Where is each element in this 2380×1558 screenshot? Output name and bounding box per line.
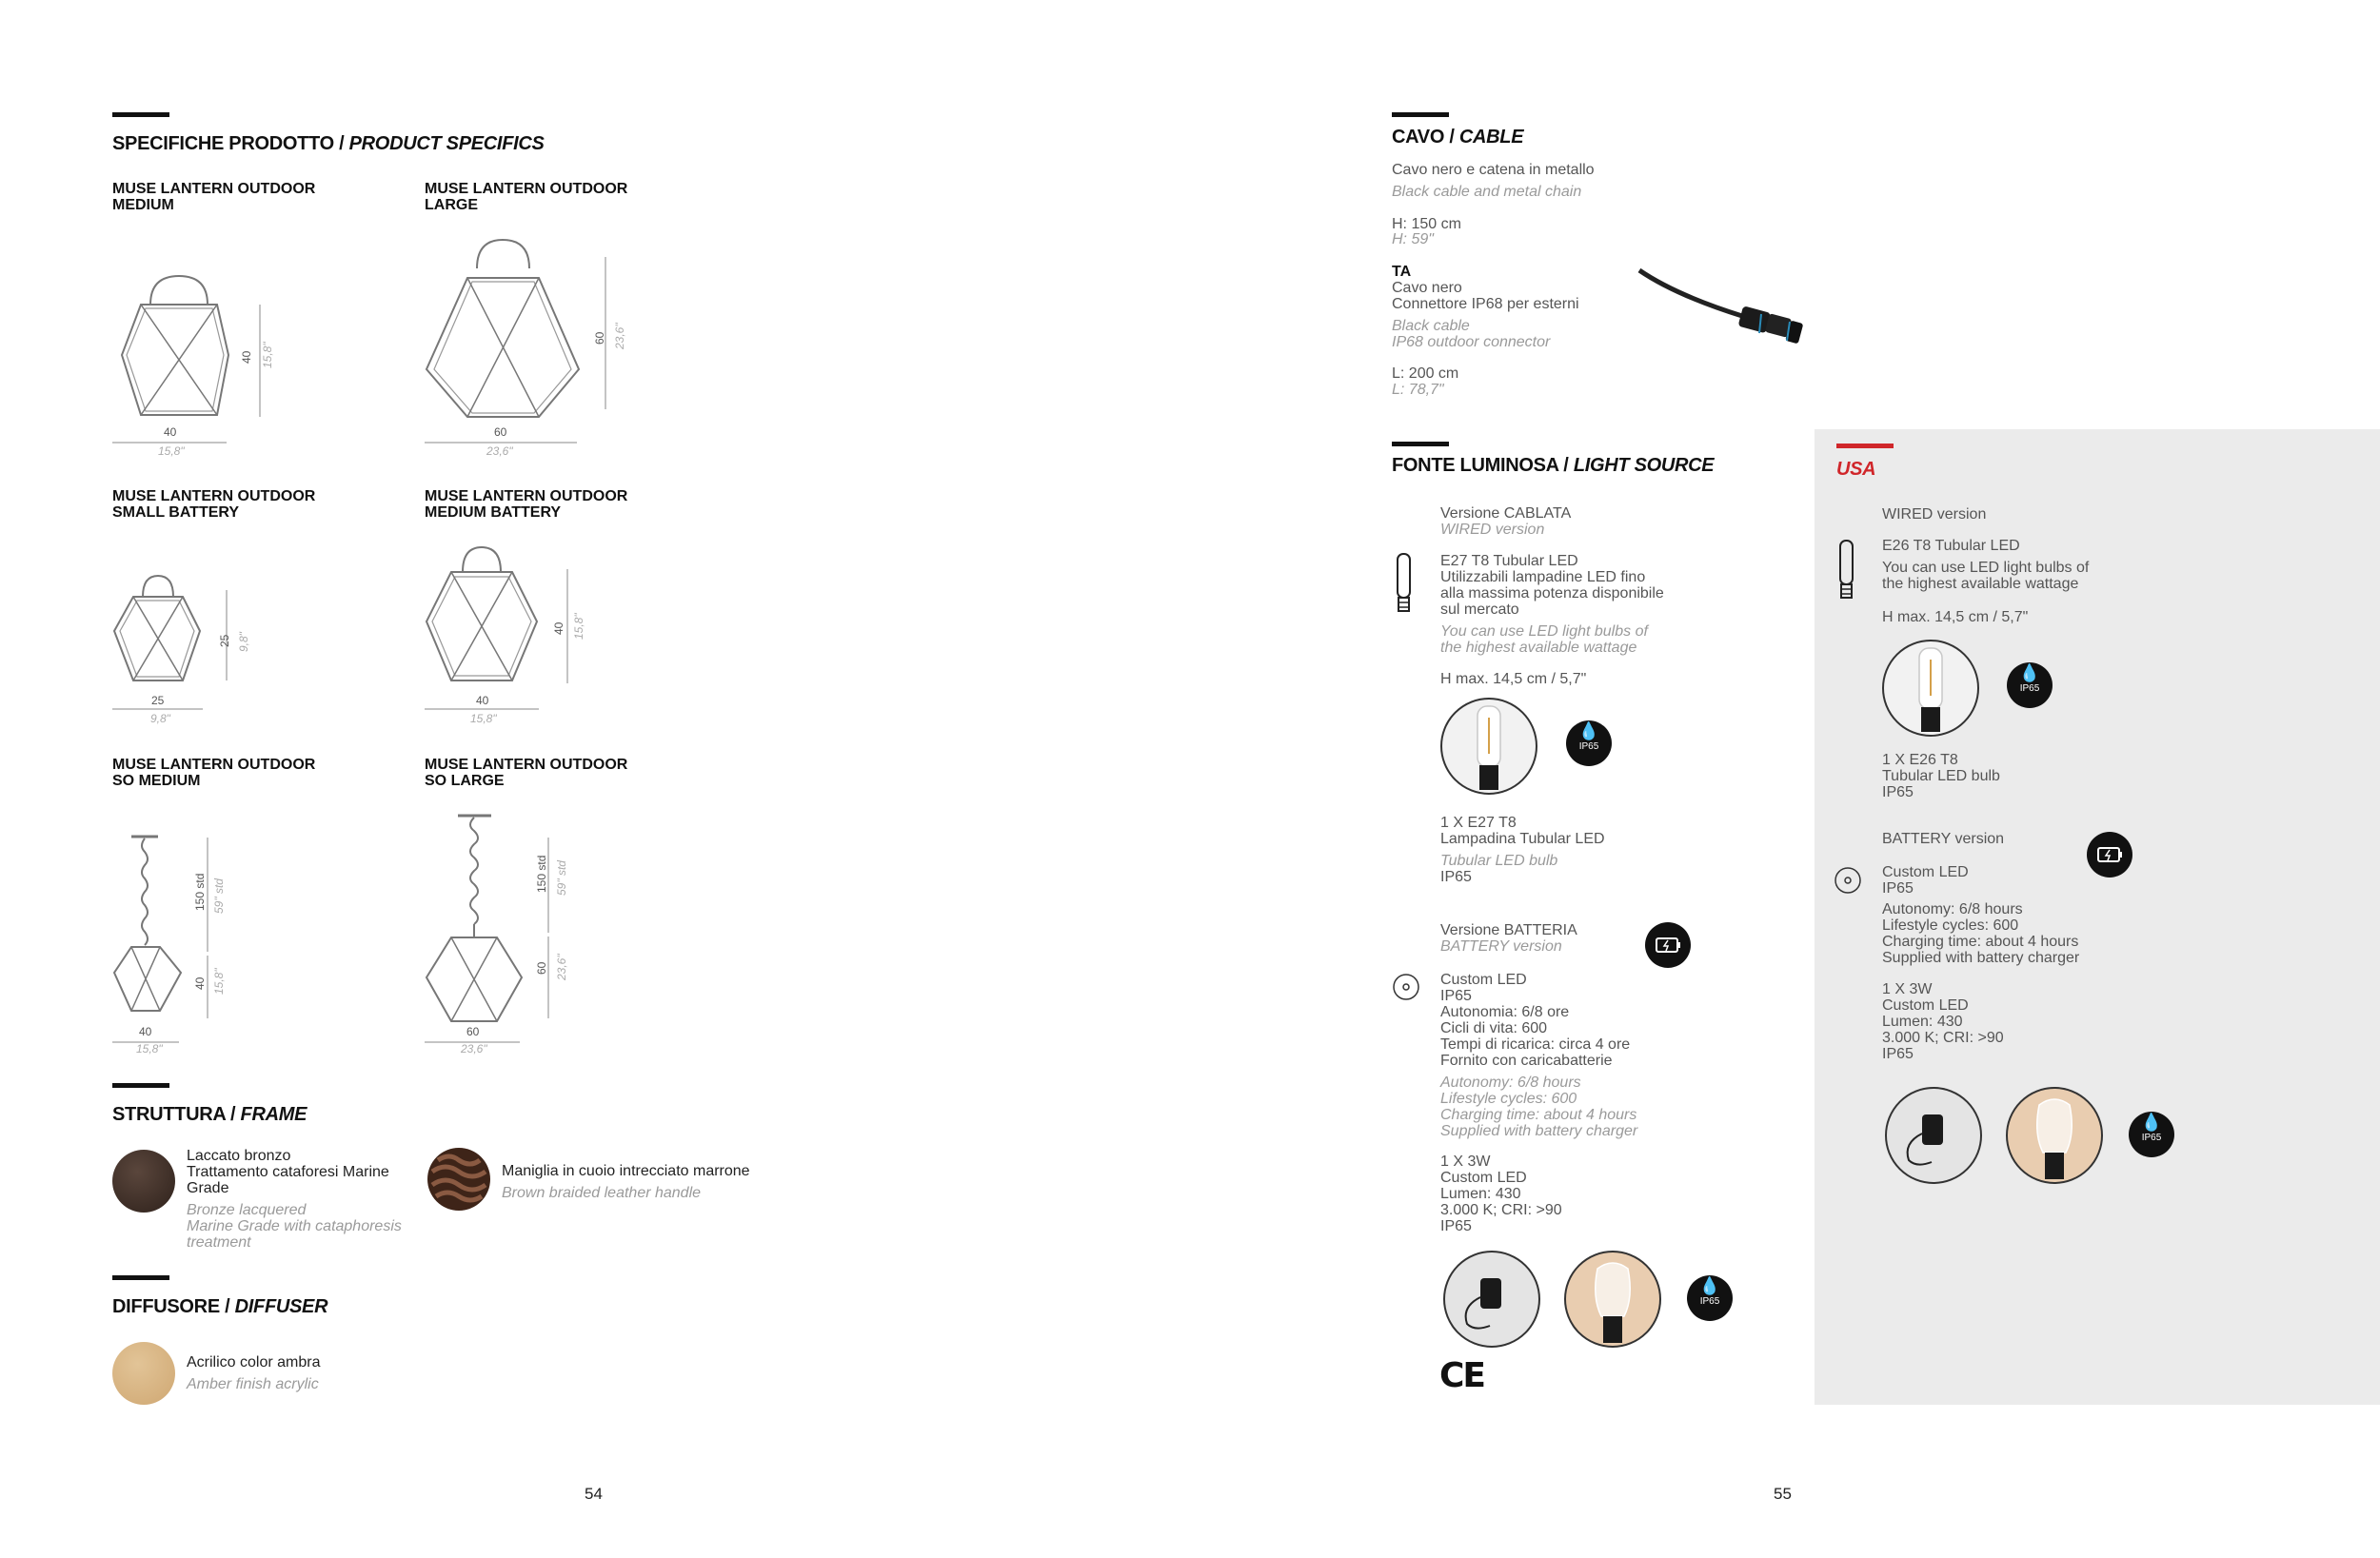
usa-battery: BATTERY version [1882, 831, 2005, 847]
cable-l: L: 200 cm [1392, 365, 1459, 382]
cable-h-in: H: 59" [1392, 231, 1434, 247]
battery-icon [2087, 832, 2132, 878]
dimension-lines-4 [425, 562, 586, 714]
c-3: Lumen: 430 [1440, 1186, 1521, 1202]
bronze-it-2: Trattamento cataforesi Marine [187, 1164, 389, 1180]
amber-swatch [112, 1342, 175, 1405]
ta-2: Connettore IP68 per esterni [1392, 296, 1579, 312]
be-1: Autonomy: 6/8 hours [1440, 1075, 1581, 1091]
bulb-1: 1 X E27 T8 [1440, 815, 1517, 831]
ip65-badge: 💧 IP65 [2129, 1112, 2174, 1157]
height-in: 15,8" [261, 342, 274, 368]
height-cm: 40 [240, 350, 253, 364]
c-5: IP65 [1440, 1218, 1472, 1234]
bronze-it-3: Grade [187, 1180, 229, 1196]
b-4: Cicli di vita: 600 [1440, 1020, 1548, 1036]
product-title-so-large: MUSE LANTERN OUTDOOR SO LARGE [425, 757, 628, 789]
usa-c-2: Custom LED [1882, 997, 1969, 1014]
width-in: 9,8" [150, 712, 170, 725]
leather-swatch [426, 1147, 491, 1212]
dimension-lines-2 [425, 257, 615, 447]
ip65-badge: 💧 IP65 [2007, 662, 2053, 708]
wired-it: Versione CABLATA [1440, 505, 1572, 522]
tubular-bulb-icon [1837, 539, 1856, 602]
cable-desc: Cavo nero e catena in metallo [1392, 162, 1595, 178]
usa-b-1: Custom LED [1882, 864, 1969, 880]
b-5: Tempi di ricarica: circa 4 ore [1440, 1036, 1631, 1053]
cable-l-in: L: 78,7" [1392, 382, 1444, 398]
product-title-so-medium: MUSE LANTERN OUTDOOR SO MEDIUM [112, 757, 316, 789]
charger-photo [1884, 1086, 1983, 1185]
height-in: 9,8" [237, 632, 250, 652]
usa-c-5: IP65 [1882, 1046, 1914, 1062]
dimension-lines-6 [425, 838, 577, 1047]
width-in: 15,8" [158, 444, 185, 458]
product-title-medium: MUSE LANTERN OUTDOOR MEDIUM [112, 181, 316, 213]
bronze-swatch [112, 1150, 175, 1213]
tubular-bulb-photo [1881, 639, 1980, 738]
usa-bulb-2: Tubular LED bulb [1882, 768, 2000, 784]
edison-bulb-photo [2005, 1086, 2104, 1185]
width-cm: 40 [164, 425, 177, 439]
width-in: 15,8" [470, 712, 497, 725]
e27-1: Utilizzabili lampadine LED fino [1440, 569, 1646, 585]
height-in: 23,6" [555, 954, 568, 980]
e27: E27 T8 Tubular LED [1440, 553, 1578, 569]
cable-in: 59" std [212, 878, 226, 914]
width-cm: 25 [151, 694, 165, 707]
frame-heading: STRUTTURA / FRAME [112, 1104, 307, 1125]
page-number-right: 55 [1774, 1485, 1792, 1503]
width-cm: 40 [476, 694, 489, 707]
usa-wired: WIRED version [1882, 506, 1987, 523]
bulb-2: Lampadina Tubular LED [1440, 831, 1605, 847]
usa-e26: E26 T8 Tubular LED [1882, 538, 2020, 554]
ta-en-2: IP68 outdoor connector [1392, 334, 1551, 350]
usa-b-5: Charging time: about 4 hours [1882, 934, 2079, 950]
product-title-large: MUSE LANTERN OUTDOOR LARGE [425, 181, 628, 213]
e27-2: alla massima potenza disponibile [1440, 585, 1664, 602]
usa-c-1: 1 X 3W [1882, 981, 1933, 997]
width-cm: 40 [139, 1025, 152, 1038]
usa-b-2: IP65 [1882, 880, 1914, 897]
width-in: 23,6" [486, 444, 513, 458]
light-heading: FONTE LUMINOSA / LIGHT SOURCE [1392, 455, 1715, 476]
height-cm: 40 [552, 621, 565, 635]
width-in: 23,6" [461, 1042, 487, 1055]
usa-c-4: 3.000 K; CRI: >90 [1882, 1030, 2004, 1046]
diffuser-heading: DIFFUSORE / DIFFUSER [112, 1296, 328, 1317]
dimension-lines-5 [112, 838, 217, 1047]
wired-en: WIRED version [1440, 522, 1545, 538]
b-2: IP65 [1440, 988, 1472, 1004]
usa-rule [1836, 444, 1894, 448]
bulb-en: Tubular LED bulb [1440, 853, 1558, 869]
section-rule [1392, 112, 1449, 117]
e27-en-1: You can use LED light bulbs of [1440, 623, 1648, 640]
product-title-medium-battery: MUSE LANTERN OUTDOOR MEDIUM BATTERY [425, 488, 628, 521]
usa-e26-2: the highest available wattage [1882, 576, 2079, 592]
usa-heading: USA [1836, 459, 1876, 480]
edison-bulb-photo [1563, 1250, 1662, 1349]
page-number-left: 54 [585, 1485, 603, 1503]
usa-bulb-3: IP65 [1882, 784, 1914, 800]
section-rule [112, 1275, 169, 1280]
specifics-heading [112, 133, 545, 155]
usa-bulb-1: 1 X E26 T8 [1882, 752, 1958, 768]
battery-icon [1645, 922, 1691, 968]
b-3: Autonomia: 6/8 ore [1440, 1004, 1570, 1020]
width-cm: 60 [494, 425, 507, 439]
height-cm: 60 [593, 331, 606, 345]
usa-b-6: Supplied with battery charger [1882, 950, 2080, 966]
bronze-en-3: treatment [187, 1234, 251, 1251]
height-in: 23,6" [613, 323, 626, 349]
height-cm: 40 [193, 976, 207, 990]
custom-led-icon [1834, 866, 1862, 895]
be-2: Lifestyle cycles: 600 [1440, 1091, 1577, 1107]
ta-1: Cavo nero [1392, 280, 1462, 296]
diffuser-it: Acrilico color ambra [187, 1354, 321, 1371]
cable-cm: 150 std [535, 855, 548, 893]
c-1: 1 X 3W [1440, 1154, 1491, 1170]
diffuser-en: Amber finish acrylic [187, 1376, 319, 1392]
c-4: 3.000 K; CRI: >90 [1440, 1202, 1562, 1218]
width-cm: 60 [466, 1025, 480, 1038]
ta-en-1: Black cable [1392, 318, 1470, 334]
cable-desc-en: Black cable and metal chain [1392, 184, 1582, 200]
product-title-small-battery: MUSE LANTERN OUTDOOR SMALL BATTERY [112, 488, 316, 521]
be-4: Supplied with battery charger [1440, 1123, 1638, 1139]
section-rule [1392, 442, 1449, 446]
width-in: 15,8" [136, 1042, 163, 1055]
battery-en: BATTERY version [1440, 938, 1562, 955]
height-in: 15,8" [572, 613, 585, 640]
charger-photo [1442, 1250, 1541, 1349]
usa-b-3: Autonomy: 6/8 hours [1882, 901, 2023, 917]
tubular-bulb-icon [1395, 552, 1414, 615]
ip65-badge: 💧 IP65 [1566, 720, 1612, 766]
e27-3: sul mercato [1440, 602, 1519, 618]
bronze-en-2: Marine Grade with cataphoresis [187, 1218, 402, 1234]
ip65-badge: 💧 IP65 [1687, 1275, 1733, 1321]
heading-en: PRODUCT SPECIFICS [348, 133, 545, 154]
custom-led-icon [1392, 973, 1420, 1001]
cable-connector-image [1637, 266, 1828, 352]
b-6: Fornito con caricabatterie [1440, 1053, 1613, 1069]
bronze-en-1: Bronze lacquered [187, 1202, 307, 1218]
usa-hmax: H max. 14,5 cm / 5,7" [1882, 609, 2029, 625]
height-cm: 25 [218, 634, 231, 647]
handle-en: Brown braided leather handle [502, 1185, 702, 1201]
dimension-lines-1 [112, 305, 284, 447]
usa-b-4: Lifestyle cycles: 600 [1882, 917, 2019, 934]
height-in: 15,8" [212, 968, 226, 995]
cable-cm: 150 std [193, 873, 207, 911]
c-2: Custom LED [1440, 1170, 1527, 1186]
section-rule [112, 1083, 169, 1088]
section-rule [112, 112, 169, 117]
be-3: Charging time: about 4 hours [1440, 1107, 1637, 1123]
cable-heading: CAVO / CABLE [1392, 127, 1524, 148]
bronze-it-1: Laccato bronzo [187, 1148, 291, 1164]
e27-en-2: the highest available wattage [1440, 640, 1637, 656]
battery-it: Versione BATTERIA [1440, 922, 1577, 938]
handle-it: Maniglia in cuoio intrecciato marrone [502, 1163, 750, 1179]
cable-in: 59" std [555, 860, 568, 896]
heading-it: SPECIFICHE PRODOTTO / [112, 133, 349, 154]
bulb-ip: IP65 [1440, 869, 1472, 885]
usa-e26-1: You can use LED light bulbs of [1882, 560, 2090, 576]
dimension-lines-3 [112, 590, 246, 714]
height-cm: 60 [535, 961, 548, 975]
hmax: H max. 14,5 cm / 5,7" [1440, 671, 1587, 687]
usa-c-3: Lumen: 430 [1882, 1014, 1963, 1030]
tubular-bulb-photo [1439, 697, 1538, 796]
b-1: Custom LED [1440, 972, 1527, 988]
cable-h: H: 150 cm [1392, 216, 1461, 232]
ce-mark: CE [1439, 1356, 1485, 1395]
ta-label: TA [1392, 264, 1412, 280]
